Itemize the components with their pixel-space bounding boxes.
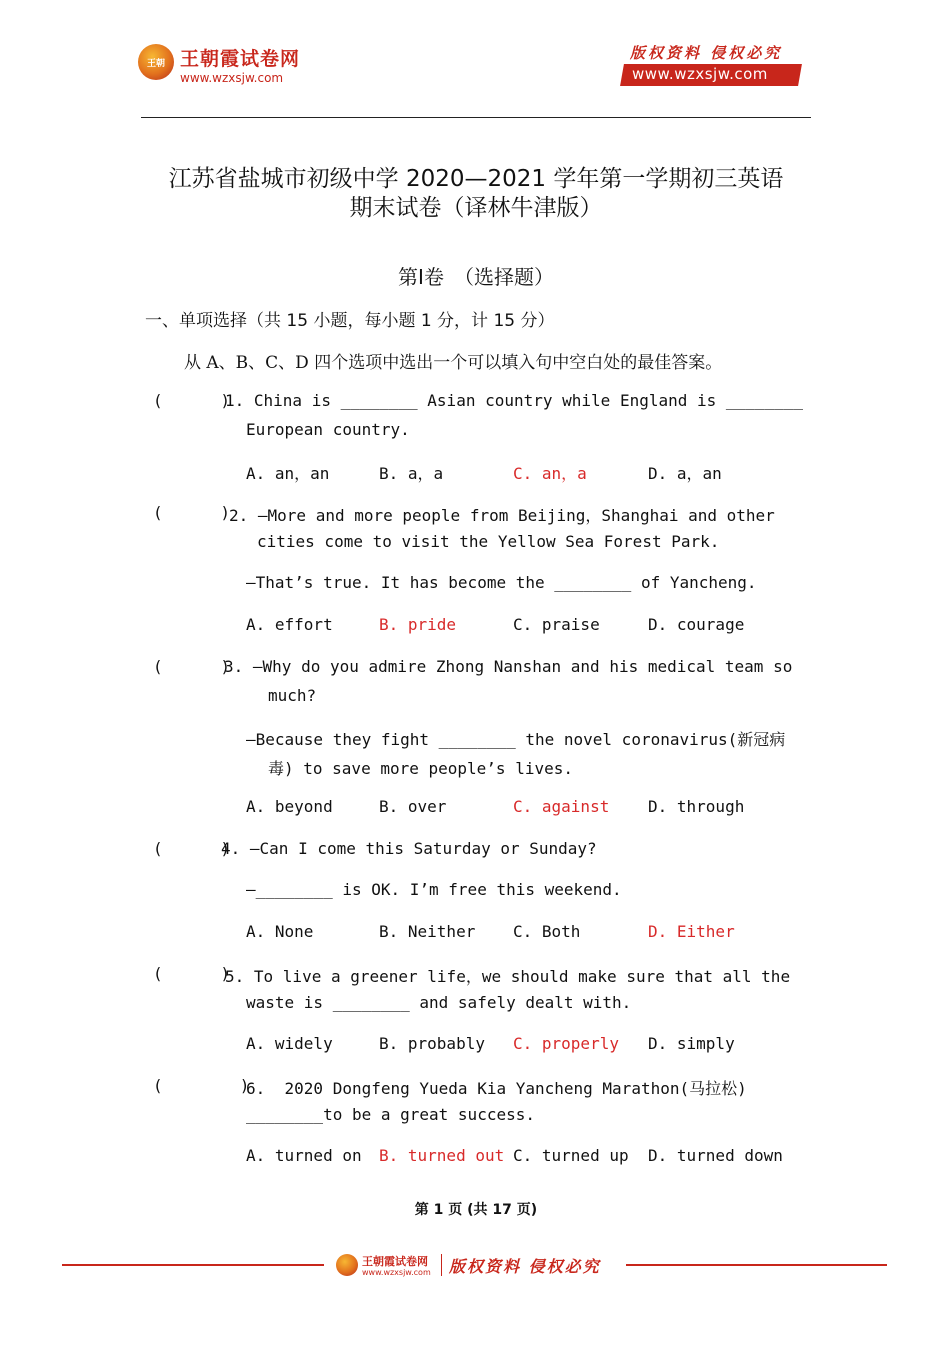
logo-seal-text: 王朝: [146, 58, 165, 69]
logo-url: www.wzxsjw.com: [180, 71, 284, 85]
footer-logo-url: www.wzxsjw.com: [362, 1268, 431, 1277]
option-b: B. Neither: [379, 922, 476, 941]
option-b: B. a，a: [379, 464, 444, 483]
option-c: C. praise: [513, 615, 600, 634]
option-c-correct: C. against: [513, 797, 610, 816]
answer-paren: ( ): [153, 503, 231, 522]
header-divider: [141, 117, 811, 118]
logo-name: 王朝霞试卷网: [180, 48, 301, 70]
option-d: D. a，an: [648, 464, 722, 483]
question-stem-line: 5. To live a greener life，we should make sure that all the: [225, 967, 791, 986]
answer-paren: ( ): [153, 964, 231, 983]
question-stem-line: 4. —Can I come this Saturday or Sunday?: [221, 839, 597, 858]
question-stem-line: —That’s true. It has become the ________ of Yancheng.: [246, 573, 757, 592]
question-stem-line: much?: [268, 686, 317, 705]
question-stem-line: cities come to visit the Yellow Sea Forest Park.: [257, 532, 720, 551]
option-d: D. courage: [648, 615, 745, 634]
part-heading: 一、单项选择（共 15 小题，每小题 1 分，计 15 分）: [145, 311, 555, 331]
option-a: A. effort: [246, 615, 333, 634]
logo-seal-icon: [138, 44, 174, 80]
footer-rule-right: [626, 1264, 887, 1266]
question-stem-line: —Because they fight ________ the novel coronavirus(新冠病: [246, 730, 786, 749]
option-b: B. over: [379, 797, 447, 816]
option-d: D. turned down: [648, 1146, 783, 1165]
answer-paren: ( ): [153, 1076, 250, 1095]
section-title: 第Ⅰ卷 （选择题）: [398, 265, 554, 289]
answer-paren: ( ): [153, 839, 231, 858]
question-stem-line: 毒) to save more people’s lives.: [268, 759, 573, 778]
option-a: A. None: [246, 922, 314, 941]
question-stem-line: —________ is OK. I’m free this weekend.: [246, 880, 622, 899]
option-b-correct: B. pride: [379, 615, 457, 634]
option-a: A. turned on: [246, 1146, 362, 1165]
answer-paren: ( ): [153, 391, 231, 410]
document-title-line1: 江苏省盐城市初级中学 2020—2021 学年第一学期初三英语: [168, 166, 784, 192]
document-title-line2: 期末试卷（译林牛津版）: [349, 195, 603, 221]
footer-logo-icon: [336, 1254, 358, 1276]
option-c-correct: C. properly: [513, 1034, 619, 1053]
option-a: A. widely: [246, 1034, 333, 1053]
instruction: 从 A、B、C、D 四个选项中选出一个可以填入句中空白处的最佳答案。: [184, 353, 723, 373]
question-stem-line: 2. —More and more people from Beijing，Shanghai and other: [229, 506, 775, 525]
option-a: A. an，an: [246, 464, 330, 483]
answer-paren: ( ): [153, 657, 231, 676]
footer-divider: [441, 1254, 442, 1276]
page-number: 第 1 页 (共 17 页): [414, 1202, 538, 1218]
footer-rule-left: [62, 1264, 324, 1266]
question-stem-line: 6. 2020 Dongfeng Yueda Kia Yancheng Marathon(马拉松): [246, 1079, 747, 1098]
option-c: C. turned up: [513, 1146, 629, 1165]
option-a: A. beyond: [246, 797, 333, 816]
option-b: B. probably: [379, 1034, 485, 1053]
question-stem-line: waste is ________ and safely dealt with.: [246, 993, 632, 1012]
footer-slogan: 版权资料 侵权必究: [449, 1257, 601, 1276]
option-d: D. simply: [648, 1034, 735, 1053]
option-c-correct: C. an，a: [513, 464, 587, 483]
question-stem-line: ________to be a great success.: [246, 1105, 535, 1124]
header-url: www.wzxsjw.com: [632, 65, 768, 83]
question-stem-line: European country.: [246, 420, 410, 439]
header-slogan: 版权资料 侵权必究: [630, 44, 783, 62]
question-stem-line: 3. —Why do you admire Zhong Nanshan and his medical team so: [224, 657, 793, 676]
footer-logo-name: 王朝霞试卷网: [362, 1255, 428, 1268]
question-stem-line: 1. China is ________ Asian country while England is ________: [225, 391, 803, 410]
option-d-correct: D. Either: [648, 922, 735, 941]
option-d: D. through: [648, 797, 745, 816]
option-b-correct: B. turned out: [379, 1146, 505, 1165]
option-c: C. Both: [513, 922, 581, 941]
